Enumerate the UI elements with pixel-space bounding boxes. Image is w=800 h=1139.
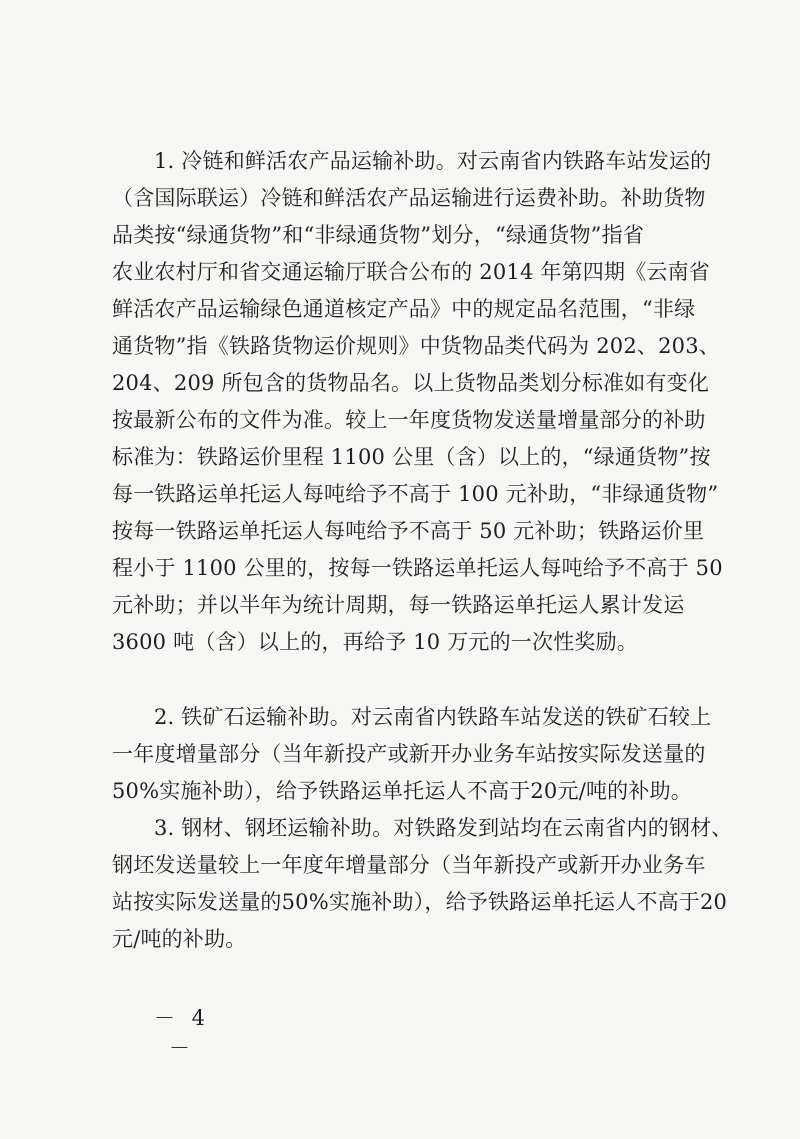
paragraph-3-line-4: 元/吨的补助。 [112,927,247,951]
paragraph-2-line-3: 50%实施补助），给予铁路运单托运人不高于20元/吨的补助。 [112,779,692,803]
paragraph-1-line-7: 204、209 所包含的货物品名。以上货物品类划分标准如有变化 [112,371,710,395]
page-number [0,1003,800,1060]
paragraph-1-line-5: 鲜活农产品运输绿色通道核定产品》中的规定品名范围，“非绿 [112,297,696,321]
paragraph-1-line-4: 农业农村厅和省交通运输厅联合公布的 2014 年第四期《云南省 [112,260,710,284]
paragraph-3-line-2: 钢坯发送量较上一年度年增量部分（当年新投产或新开办业务车 [112,853,706,877]
paragraph-1-line-14: 3600 吨（含）以上的，再给予 10 万元的一次性奖励。 [112,630,638,654]
paragraph-1-line-3: 品类按“绿通货物”和“非绿通货物”划分，“绿通货物”指省 [112,223,645,247]
paragraph-1-line-6: 通货物”指《铁路货物运价规则》中货物品类代码为 202、203、 [112,334,720,358]
paragraph-1-line-1: 1. 冷链和鲜活农产品运输补助。对云南省内铁路车站发运的 [154,149,712,173]
paragraph-1-line-8: 按最新公布的文件为准。较上一年度货物发送量增量部分的补助 [112,408,706,432]
paragraph-1-line-2: （含国际联运）冷链和鲜活农产品运输进行运费补助。补助货物 [112,186,706,210]
page-number-text: － 4 － [153,1006,211,1060]
paragraph-1-line-13: 元补助；并以半年为统计周期，每一铁路运单托运人累计发运 [112,593,685,617]
paragraph-1-line-11: 按每一铁路运单托运人每吨给予不高于 50 元补助；铁路运价里 [112,519,705,543]
paragraph-1-line-10: 每一铁路运单托运人每吨给予不高于 100 元补助，“非绿通货物” [112,482,719,506]
paragraph-1-line-12: 程小于 1100 公里的，按每一铁路运单托运人每吨给予不高于 50 [112,556,723,580]
paragraph-1-line-9: 标准为：铁路运价里程 1100 公里（含）以上的，“绿通货物”按 [112,445,711,469]
paragraph-3-line-1: 3. 钢材、钢坯运输补助。对铁路发到站均在云南省内的钢材、 [154,816,733,840]
paragraph-2-line-2: 一年度增量部分（当年新投产或新开办业务车站按实际发送量的 [112,742,706,766]
paragraph-2-line-1: 2. 铁矿石运输补助。对云南省内铁路车站发送的铁矿石较上 [154,705,712,729]
paragraph-3-line-3: 站按实际发送量的50%实施补助），给予铁路运单托运人不高于20 [112,890,728,914]
